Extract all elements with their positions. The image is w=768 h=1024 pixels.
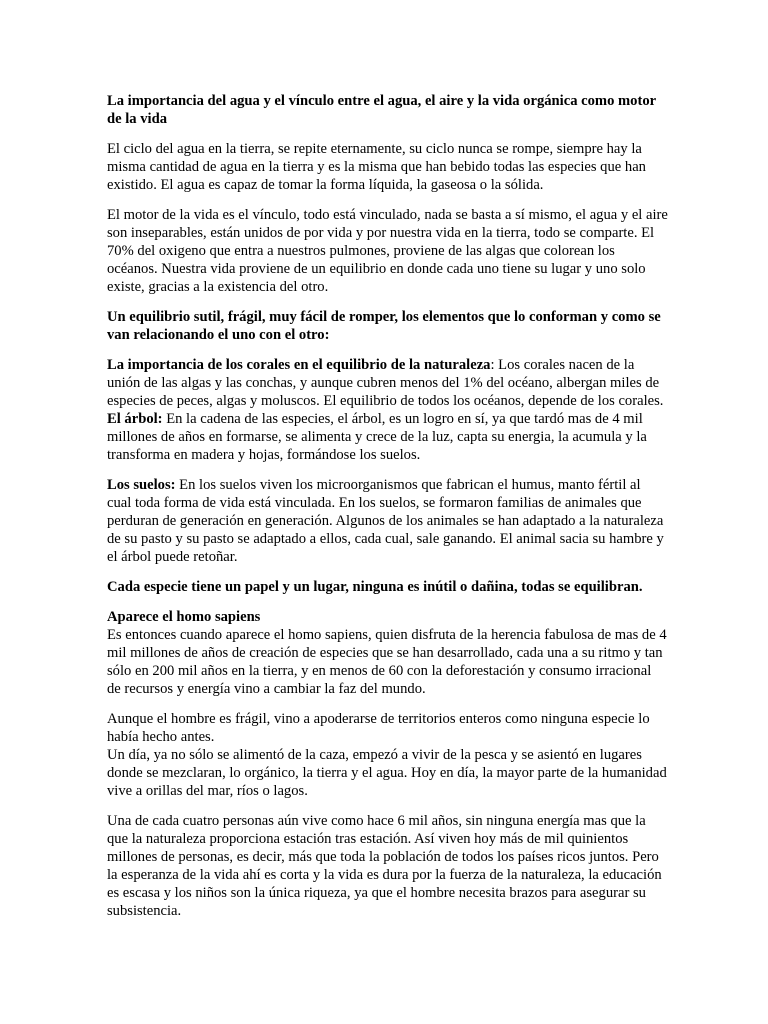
paragraph-motor-of-life: El motor de la vida es el vínculo, todo está vinculado, nada se basta a sí mismo, el agua y el aire son inseparables, están unidos de por vida y por nuestra vida en la tierra, todo se comparte. El 70% del oxigeno que entra a nuestros pulmones, proviene de las algas que colorean los océanos. Nuestra vida proviene de un equilibrio en donde cada uno tiene su lugar y uno solo existe, gracias a la existencia del otro. bbox=[107, 207, 668, 295]
paragraph-soils bbox=[107, 476, 668, 566]
heading-tree: El árbol: bbox=[107, 411, 163, 427]
text-homo-sapiens: Es entonces cuando aparece el homo sapiens, quien disfruta de la herencia fabulosa de mas de 4 mil millones de años de creación de especies que se han desarrollado, cada una a su ritmo y tan sólo en 200 mil años en la tierra, y en menos de 60 con la deforestación y consumo irracional de recursos y energía vino a cambiar la faz del mundo. bbox=[107, 627, 667, 697]
heading-homo-sapiens: Aparece el homo sapiens bbox=[107, 609, 261, 625]
text-tree: En la cadena de las especies, el árbol, es un logro en sí, ya que tardó mas de 4 mil millones de años en formarse, se alimenta y crece de la luz, capta su energia, la acumula y la transforma en madera y hojas, formándose los suelos. bbox=[107, 411, 647, 463]
subtitle-species-role: Cada especie tiene un papel y un lugar, ninguna es inútil o dañina, todas se equilibran. bbox=[107, 579, 643, 595]
paragraph-one-in-four: Una de cada cuatro personas aún vive como hace 6 mil años, sin ninguna energía mas que la que la naturaleza proporciona estación tras estación. Así viven hoy más de mil quinientos millones de personas, es decir, más que toda la población de todos los países ricos juntos. Pero la esperanza de la vida ahí es corta y la vida es dura por la fuerza de la naturaleza, la educación es escasa y los niños son la única riqueza, ya que el hombre necesita brazos para asegurar su subsistencia. bbox=[107, 813, 662, 919]
paragraph-water-cycle: El ciclo del agua en la tierra, se repite eternamente, su ciclo nunca se rompe, siempre hay la misma cantidad de agua en la tierra y es la misma que han bebido todas las especies que han existido. El agua es capaz de tomar la forma líquida, la gaseosa o la sólida. bbox=[107, 141, 646, 193]
document-title: La importancia del agua y el vínculo entre el agua, el aire y la vida orgánica como motor de la vida bbox=[107, 93, 656, 127]
text-one-day: Un día, ya no sólo se alimentó de la caza, empezó a vivir de la pesca y se asientó en lugares donde se mezclaran, lo orgánico, la tierra y el agua. Hoy en día, la mayor parte de la humanidad vive a orillas del mar, ríos o lagos. bbox=[107, 747, 667, 799]
heading-corals: La importancia de los corales en el equilibrio de la naturaleza bbox=[107, 357, 491, 373]
subtitle-balance: Un equilibrio sutil, frágil, muy fácil de romper, los elementos que lo conforman y como se van relacionando el uno con el otro: bbox=[107, 309, 661, 343]
paragraph-homo-sapiens bbox=[107, 608, 668, 698]
paragraph-corals bbox=[107, 356, 668, 410]
paragraph-tree bbox=[107, 410, 668, 464]
text-soils: En los suelos viven los microorganismos que fabrican el humus, manto fértil al cual toda forma de vida está vinculada. En los suelos, se formaron familias de animales que perduran de generación en generación. Algunos de los animales se han adaptado a la naturaleza de su pasto y su pasto se adaptado a ellos, cada cual, sale ganando. El animal sacia su hambre y el árbol puede retoñar. bbox=[107, 477, 664, 565]
heading-soils: Los suelos: bbox=[107, 477, 176, 493]
text-fragile-man: Aunque el hombre es frágil, vino a apoderarse de territorios enteros como ninguna especie lo había hecho antes. bbox=[107, 711, 650, 745]
text-corals: : Los corales nacen de la unión de las algas y las conchas, y aunque cubren menos del 1% del océano, albergan miles de especies de peces, algas y moluscos. El equilibrio de todos los océanos, depende de los corales. bbox=[107, 357, 664, 409]
paragraph-fragile-man bbox=[107, 710, 668, 800]
